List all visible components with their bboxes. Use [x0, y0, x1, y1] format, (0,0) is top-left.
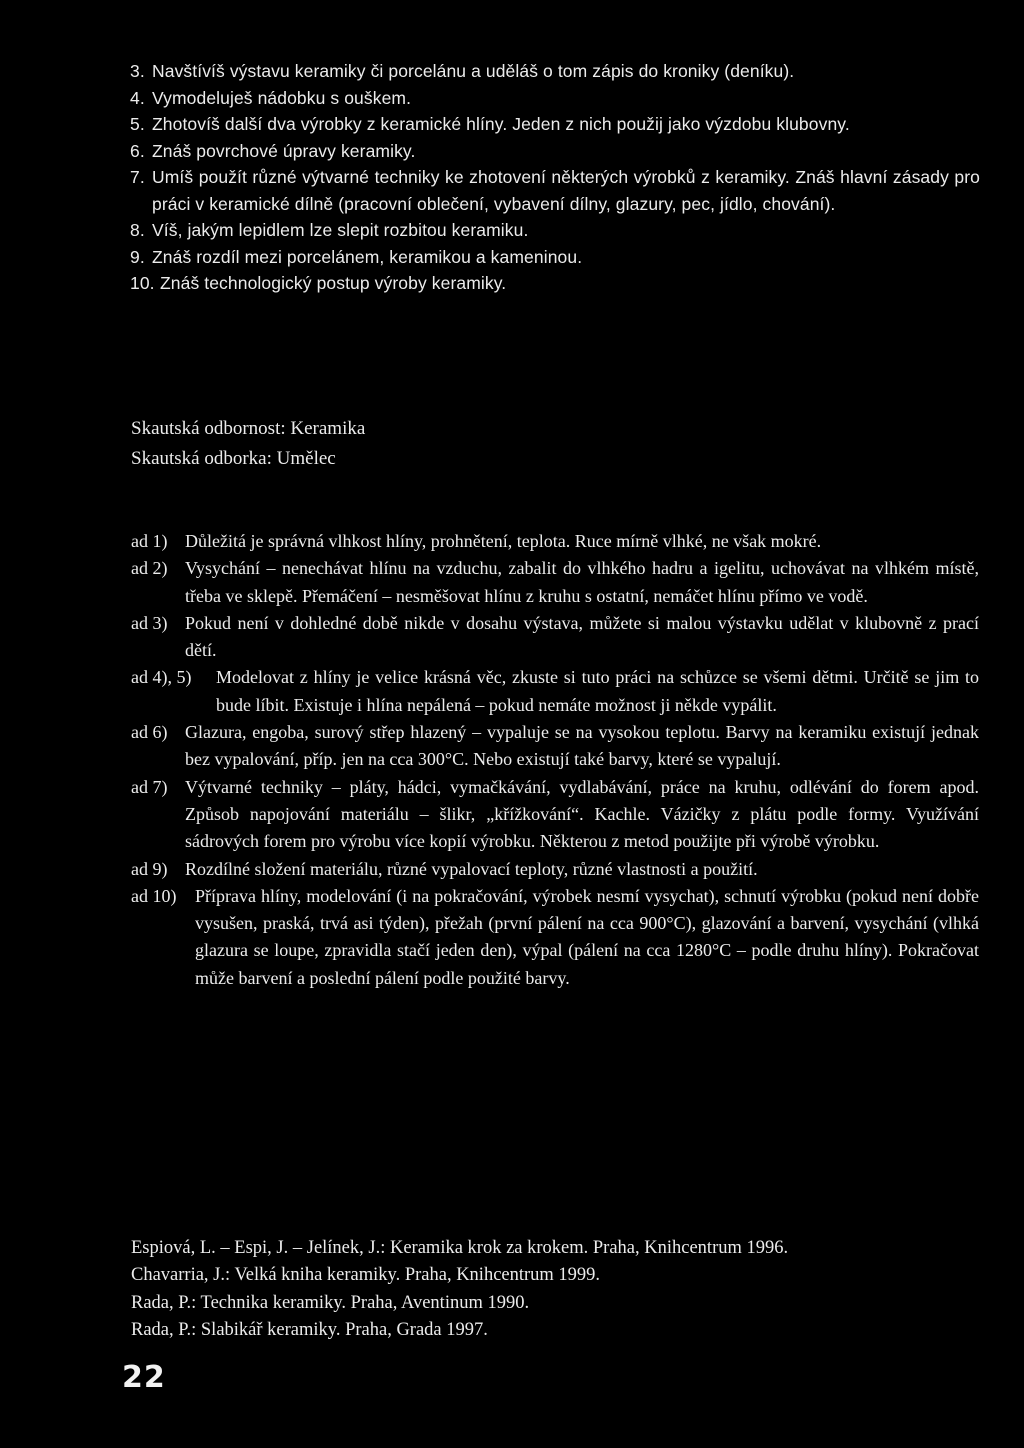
- note-text: Rozdílné složení materiálu, různé vypalovací teploty, různé vlastnosti a použití.: [185, 858, 758, 879]
- list-item: [130, 217, 980, 244]
- note-text: Důležitá je správná vlhkost hlíny, prohnětení, teplota. Ruce mírně vlhké, ne však mokré.: [185, 531, 822, 551]
- note-label: ad 4), 5): [131, 667, 192, 688]
- note-text: Příprava hlíny, modelování (i na pokračování, výrobek nesmí vysychat), schnutí výrobku (pokud není dobře vysušen, praská, trvá asi týden), přežah (první pálení na cca 900°C), glazování a barvení, vysychání (vlhká glazura se loupe, zpravidla stačí jeden den), výpal (pálení na cca 1280°C – podle druhu hlíny). Pokračovat může barvení a poslední pálení podle použité barvy.: [195, 885, 979, 988]
- note-label: ad 1): [131, 531, 168, 551]
- note-label: ad 3): [131, 612, 168, 633]
- note-text: Vysychání – nenechávat hlínu na vzduchu, zabalit do vlhkého hadru a igelitu, uchovávat na vlhkém místě, třeba ve sklepě. Přemáčení – nesměšovat hlínu z kruhu s ostatní, nemáčet hlínu přímo ve vodě.: [185, 558, 979, 606]
- note-item: [131, 719, 979, 774]
- note-label: ad 10): [131, 885, 177, 906]
- note-label: ad 6): [131, 722, 168, 743]
- list-item-text: Znáš technologický postup výroby keramiky.: [160, 273, 507, 293]
- note-text: Glazura, engoba, surový střep hlazený – vypaluje se na vysokou teplotu. Barvy na keramiku existují jednak bez vypalování, příp. jen na cca 300°C. Nebo existují také barvy, které se vypalují.: [185, 722, 979, 770]
- list-item-number: 7.: [130, 167, 145, 187]
- note-item: [131, 856, 979, 883]
- notes-list: [131, 528, 979, 992]
- list-item-text: Navštívíš výstavu keramiky či porcelánu a uděláš o tom zápis do kroniky (deníku).: [152, 61, 795, 81]
- list-item: [130, 138, 980, 165]
- note-label: ad 7): [131, 776, 168, 797]
- note-item: [131, 664, 979, 719]
- reference-item: Rada, P.: Technika keramiky. Praha, Aventinum 1990.: [131, 1292, 530, 1313]
- heading-line-odbornost: Skautská odbornost: Keramika: [131, 418, 366, 439]
- list-item-number: 4.: [130, 87, 145, 108]
- list-item-number: 5.: [130, 114, 145, 134]
- note-item: [131, 528, 979, 555]
- list-item-number: 8.: [130, 220, 145, 240]
- reference-item: Rada, P.: Slabikář keramiky. Praha, Grada 1997.: [131, 1319, 488, 1340]
- note-label: ad 9): [131, 858, 168, 879]
- list-item: [130, 58, 980, 85]
- list-item-text: Umíš použít různé výtvarné techniky ke zhotovení některých výrobků z keramiky. Znáš hlavní zásady pro práci v keramické dílně (pracovní oblečení, vybavení dílny, glazury, pec, jídlo, chování).: [152, 167, 980, 214]
- note-item: [131, 883, 979, 992]
- heading-line-odborka: Skautská odborka: Umělec: [131, 448, 336, 469]
- list-item: [130, 244, 980, 271]
- section-heading: [131, 414, 365, 474]
- note-text: Pokud není v dohledné době nikde v dosahu výstava, můžete si malou výstavku udělat v klubovně z prací dětí.: [185, 612, 979, 661]
- list-item: [130, 111, 980, 138]
- list-item-number: 6.: [130, 140, 145, 161]
- list-item: [130, 85, 980, 112]
- page-number: 22: [122, 1360, 166, 1395]
- reference-item: Espiová, L. – Espi, J. – Jelínek, J.: Keramika krok za krokem. Praha, Knihcentrum 1996.: [131, 1238, 789, 1258]
- note-item: [131, 774, 979, 856]
- references-list: [131, 1235, 788, 1344]
- note-text: Modelovat z hlíny je velice krásná věc, zkuste si tuto práci na schůzce se všemi dětmi. Určitě se jim to bude líbit. Existuje i hlína nepálená – pokud nemáte možnost ji někde vypálit.: [216, 667, 979, 715]
- note-item: [131, 610, 979, 665]
- list-item-text: Znáš povrchové úpravy keramiky.: [152, 140, 416, 161]
- note-text: Výtvarné techniky – pláty, hádci, vymačkávání, vydlabávání, práce na kruhu, odlévání do forem apod. Způsob napojování materiálu – šlikr, „křížkování“. Kachle. Vázičky z plátu podle formy. Využívání sádrových forem pro výrobu více kopií výrobku. Některou z metod použijte při výrobě výrobku.: [185, 776, 979, 852]
- reference-item: Chavarria, J.: Velká kniha keramiky. Praha, Knihcentrum 1999.: [131, 1265, 601, 1286]
- list-item-text: Zhotovíš další dva výrobky z keramické hlíny. Jeden z nich použij jako výzdobu klubovny.: [152, 114, 850, 134]
- list-item-text: Víš, jakým lepidlem lze slepit rozbitou keramiku.: [152, 220, 529, 240]
- list-item-number: 3.: [130, 61, 145, 81]
- list-item-text: Znáš rozdíl mezi porcelánem, keramikou a kameninou.: [152, 246, 583, 267]
- list-item-number: 9.: [130, 246, 145, 267]
- note-item: [131, 555, 979, 610]
- requirements-list: [130, 58, 980, 297]
- list-item: [130, 270, 980, 297]
- list-item-text: Vymodeluješ nádobku s ouškem.: [152, 87, 412, 108]
- list-item-number: 10.: [130, 273, 155, 293]
- note-label: ad 2): [131, 558, 168, 579]
- list-item: [130, 164, 980, 217]
